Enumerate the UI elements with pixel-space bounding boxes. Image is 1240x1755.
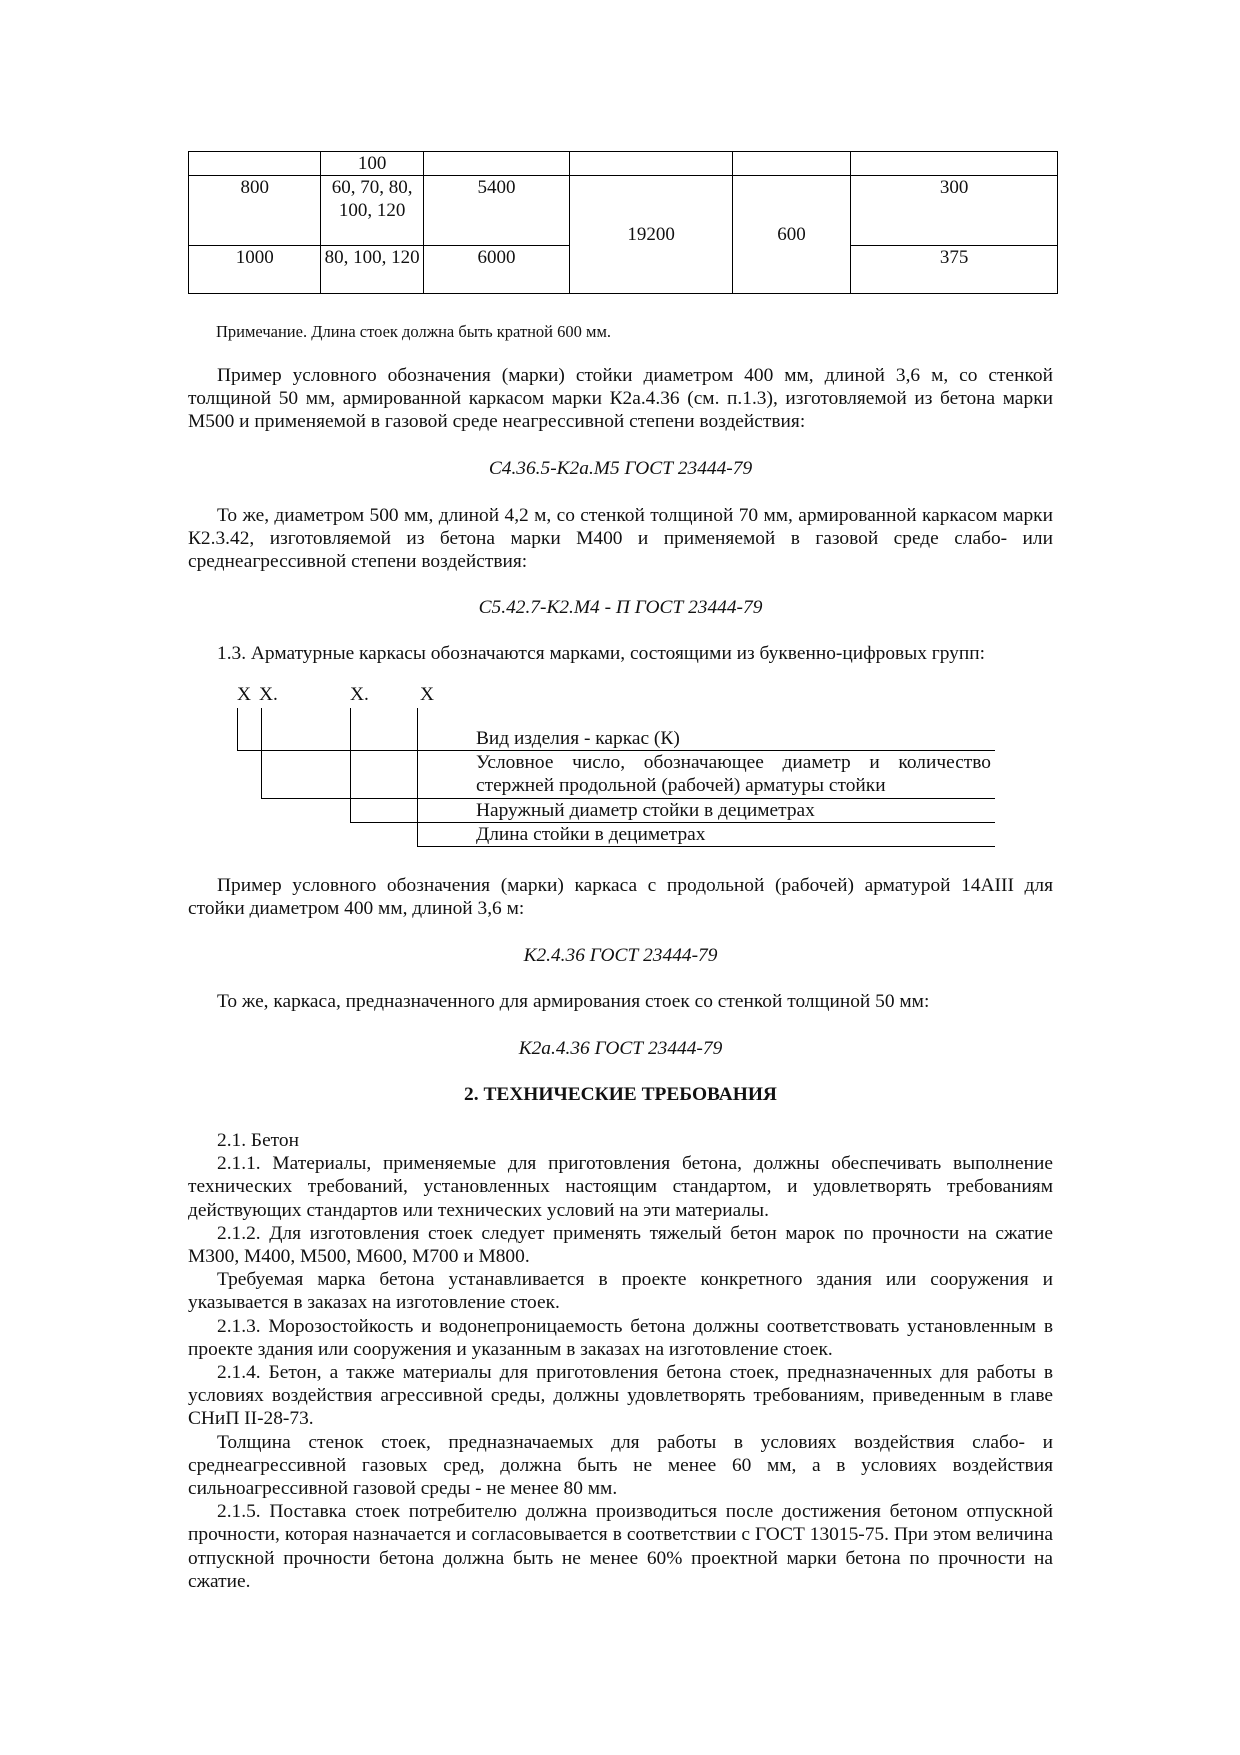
table-cell: 1000 [189, 246, 321, 294]
paragraph: 2.1.1. Материалы, применяемые для приготовления бетона, должны обеспечивать выполнение технических требований, установленных настоящим стандартом, и удовлетворять требованиям действующих стандартов или технических условий на эти материалы. [188, 1153, 1053, 1221]
paragraph: 2.1.3. Морозостойкость и водонепроницаемость бетона должны соответствовать установленным в проекте здания или сооружения и указанным в заказах на изготовление стоек. [188, 1315, 1053, 1360]
scheme-line [417, 708, 418, 846]
paragraph: Пример условного обозначения (марки) каркаса с продольной (рабочей) арматурой 14АIII для стойки диаметром 400 мм, длиной 3,6 м: [188, 875, 1053, 920]
section-title: 2. ТЕХНИЧЕСКИЕ ТРЕБОВАНИЯ [464, 1084, 777, 1105]
paragraph: 2.1.5. Поставка стоек потребителю должна производиться после достижения бетоном отпускной прочности, которая назначается и согласовывается в соответствии с ГОСТ 13015-75. При этом величина отпускной прочности бетона должна быть не менее 60% проектной марки бетона по прочности на сжатие. [188, 1501, 1053, 1592]
paragraph: То же, диаметром 500 мм, длиной 4,2 м, со стенкой толщиной 70 мм, армированной каркасом марки К2.3.42, изготовляемой из бетона марки М400 и применяемой в газовой среде слабо- или среднеагрессивной степени воздействия: [188, 505, 1053, 573]
paragraph: Толщина стенок стоек, предназначаемых для работы в условиях воздействия слабо- и среднеагрессивной газовых сред, должна быть не менее 60 мм, а в условиях воздействия сильноагрессивной газовой среды - не менее 80 мм. [188, 1431, 1053, 1500]
designation-example: К2а.4.36 ГОСТ 23444-79 [518, 1038, 723, 1059]
scheme-letter: Х. [259, 684, 278, 705]
table-cell: 60, 70, 80, 100, 120 [321, 176, 423, 246]
table-row [189, 176, 1058, 246]
scheme-label: Вид изделия - каркас (К) [476, 728, 680, 749]
paragraph: Пример условного обозначения (марки) стойки диаметром 400 мм, длиной 3,6 м, со стенкой толщиной 50 мм, армированной каркасом марки К2а.4.36 (см. п.1.3), изготовляемой из бетона марки М500 и применяемой в газовой среде неагрессивной степени воздействия: [188, 365, 1053, 433]
paragraph: То же, каркаса, предназначенного для армирования стоек со стенкой толщиной 50 мм: [217, 991, 930, 1012]
paragraph: 2.1.2. Для изготовления стоек следует применять тяжелый бетон марок по прочности на сжатие М300, М400, М500, М600, М700 и М800. [188, 1222, 1053, 1268]
designation-example: С5.42.7-К2.М4 - П ГОСТ 23444-79 [478, 597, 763, 618]
table-cell: 80, 100, 120 [321, 246, 423, 294]
table-cell [851, 152, 1058, 176]
designation-example: К2.4.36 ГОСТ 23444-79 [523, 945, 718, 966]
table-row [189, 152, 1058, 176]
spec-table [188, 151, 1058, 294]
scheme-line [261, 708, 262, 798]
scheme-label: Длина стойки в дециметрах [476, 824, 706, 845]
paragraph: Требуемая марка бетона устанавливается в проекте конкретного здания или сооружения и указывается в заказах на изготовление стоек. [188, 1269, 1053, 1314]
table-cell [423, 152, 570, 176]
scheme-letter: Х [237, 684, 252, 705]
table-cell [189, 152, 321, 176]
table-cell [732, 152, 850, 176]
paragraph: 2.1. Бетон [217, 1130, 299, 1151]
scheme-line [417, 846, 995, 847]
table-cell: 375 [851, 246, 1058, 294]
table-cell: 300 [851, 176, 1058, 246]
paragraph: 1.3. Арматурные каркасы обозначаются марками, состоящими из буквенно-цифровых групп: [217, 643, 986, 664]
table-cell [570, 152, 733, 176]
table-cell: 6000 [423, 246, 570, 294]
scheme-label: Наружный диаметр стойки в дециметрах [476, 800, 815, 821]
table-cell: 5400 [423, 176, 570, 246]
paragraph: 2.1.4. Бетон, а также материалы для приготовления бетона стоек, предназначенных для работы в условиях воздействия агрессивной среды, должны удовлетворять требованиям, приведенным в главе СНиП II-28-73. [188, 1362, 1053, 1430]
table-note: Примечание. Длина стоек должна быть кратной 600 мм. [216, 322, 612, 341]
scheme-letter: Х [420, 684, 435, 705]
table-cell: 800 [189, 176, 321, 246]
table-cell: 600 [732, 176, 850, 294]
scheme-line [237, 708, 238, 750]
section-body [188, 1129, 1053, 1593]
scheme-letter: Х. [350, 684, 369, 705]
designation-example: С4.36.5-К2а.М5 ГОСТ 23444-79 [488, 458, 753, 479]
scheme-label: Условное число, обозначающее диаметр и количество стержней продольной (рабочей) арматуры стойки [476, 752, 991, 796]
table-cell: 100 [321, 152, 423, 176]
table-cell: 19200 [570, 176, 733, 294]
scheme-line [350, 708, 351, 822]
